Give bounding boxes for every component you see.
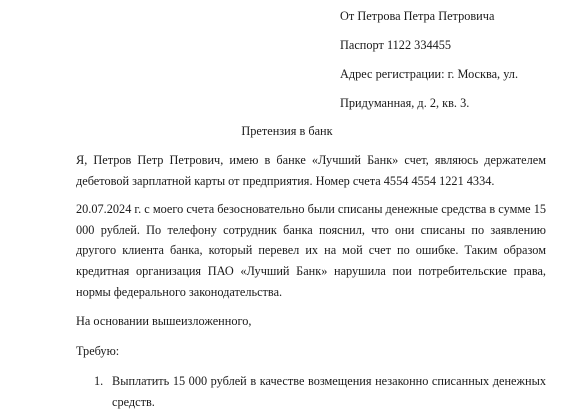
paragraph-basis: На основании вышеизложенного, — [76, 314, 252, 328]
sender-name: От Петрова Петра Петровича — [340, 9, 495, 23]
demand-number: 1. — [94, 374, 104, 388]
paragraph-incident: 20.07.2024 г. с моего счета безосновательно были списаны денежные средства в сумме 15 000 рублей. По телефону сотрудник банка пояснил, что они списаны по заявлению другого клиента банка, который перевел их на мой счет по ошибке. Таким образом кредитная организация ПАО «Лучший Банк» нарушила пои потребительские права, нормы федерального законодательства. — [76, 202, 546, 299]
sender-address: Адрес регистрации: г. Москва, ул. — [340, 67, 519, 81]
demand-text: Выплатить 15 000 рублей в качестве возмещения незаконно списанных денежных средств. — [112, 374, 546, 409]
sender-address-continued: Придуманная, д. 2, кв. 3. — [340, 96, 470, 110]
document-title: Претензия в банк — [241, 124, 333, 138]
sender-passport: Паспорт 1122 334455 — [340, 38, 452, 52]
paragraph-account-info: Я, Петров Петр Петрович, имею в банке «Лучший Банк» счет, являюсь держателем дебетовой зарплатной карты от предприятия. Номер счета 4554 4554 1221 4334. — [76, 153, 546, 188]
paragraph-demand-heading: Требую: — [76, 344, 120, 358]
